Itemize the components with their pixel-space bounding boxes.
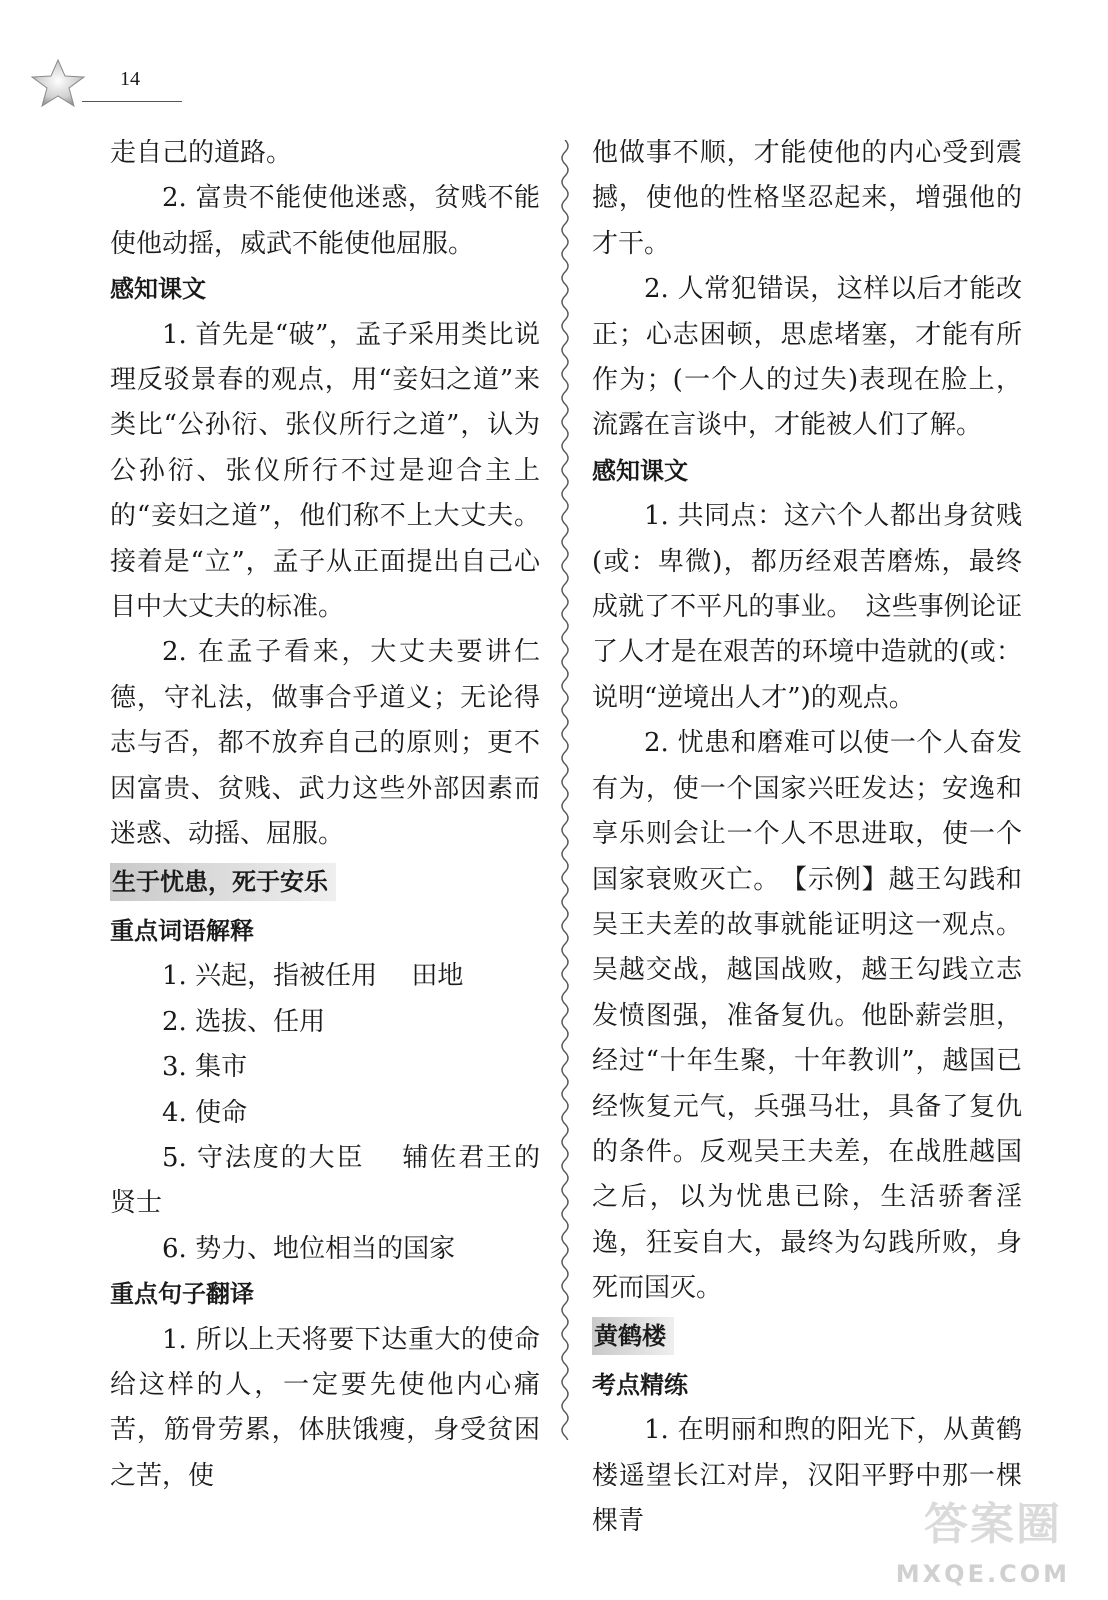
- right-column: [592, 131, 1022, 1545]
- paragraph: 2. 人常犯错误，这样以后才能改正；心志困顿，思虑堵塞，才能有所作为；(一个人的过失)表现在脸上，流露在言谈中，才能被人们了解。: [592, 274, 1022, 441]
- paragraph: 走自己的道路。: [110, 138, 293, 168]
- chapter-title: 黄鹤楼: [592, 1317, 674, 1355]
- paragraph: 2. 忧患和磨难可以使一个人奋发有为，使一个国家兴旺发达；安逸和享乐则会让一个人不思进取，使一个国家衰败灭亡。 【示例】越王勾践和吴王夫差的故事就能证明这一观点。吴越交战，越国战败，越王勾践立志发愤图强，准备复仇。他卧薪尝胆，经过“十年生聚，十年教训”，越国已经恢复元气，兵强马壮，具备了复仇的条件。反观吴王夫差，在战胜越国之后，以为忧患已除，生活骄奢淫逸，狂妄自大，最终为勾践所败，身死而国灭。: [592, 728, 1022, 1304]
- list-item: 3. 集市: [162, 1052, 248, 1083]
- paragraph: 1. 共同点：这六个人都出身贫贱(或：卑微)，都历经艰苦磨炼，最终成就了不平凡的事业。 这些事例论证了人才是在艰苦的环境中造就的(或：说明“逆境出人才”)的观点。: [592, 501, 1022, 713]
- section-heading: 重点句子翻译: [110, 1280, 254, 1309]
- watermark: [890, 1499, 1090, 1594]
- chapter-title: 生于忧患，死于安乐: [110, 863, 336, 901]
- watermark-url: MXQE.COM: [895, 1560, 1070, 1588]
- paragraph: 1. 在明丽和煦的阳光下，从黄鹤楼遥望长江对岸，汉阳平野中那一棵棵青: [592, 1415, 1022, 1537]
- list-item: 1. 兴起，指被任用 田地: [162, 961, 464, 992]
- paragraph: 1. 所以上天将要下达重大的使命给这样的人，一定要先使他内心痛苦，筋骨劳累，体肤饿瘦，身受贫困之苦，使: [110, 1324, 540, 1491]
- section-heading: 重点词语解释: [110, 916, 254, 945]
- page-number: 14: [120, 68, 140, 90]
- section-heading: 感知课文: [110, 275, 206, 304]
- column-divider: [558, 140, 572, 1440]
- paragraph: 1. 首先是“破”，孟子采用类比说理反驳景春的观点，用“妾妇之道”来类比“公孙衍、张仪所行之道”，认为公孙衍、张仪所行不过是迎合主上的“妾妇之道”，他们称不上大丈夫。接着是“立”，孟子从正面提出自己心目中大丈夫的标准。: [110, 319, 540, 623]
- list-item: 6. 势力、地位相当的国家: [162, 1233, 456, 1264]
- watermark-logo-text: 答案圈: [924, 1499, 1062, 1550]
- list-item: 4. 使命: [162, 1097, 248, 1128]
- section-heading: 考点精练: [592, 1370, 688, 1399]
- list-item: 2. 选拔、任用: [162, 1006, 326, 1037]
- paragraph: 2. 富贵不能使他迷惑，贫贱不能使他动摇，威武不能使他屈服。: [110, 183, 540, 259]
- star-icon: [28, 58, 88, 108]
- header-rule: [82, 101, 182, 102]
- paragraph: 他做事不顺，才能使他的内心受到震撼，使他的性格坚忍起来，增强他的才干。: [592, 138, 1022, 259]
- page-header: [22, 58, 172, 108]
- paragraph: 2. 在孟子看来，大丈夫要讲仁德，守礼法，做事合乎道义；无论得志与否，都不放弃自己的原则；更不因富贵、贫贱、武力这些外部因素而迷惑、动摇、屈服。: [110, 637, 540, 850]
- list-item: 5. 守法度的大臣 辅佐君王的贤士: [110, 1142, 540, 1219]
- section-heading: 感知课文: [592, 456, 688, 485]
- left-column: [110, 131, 540, 1499]
